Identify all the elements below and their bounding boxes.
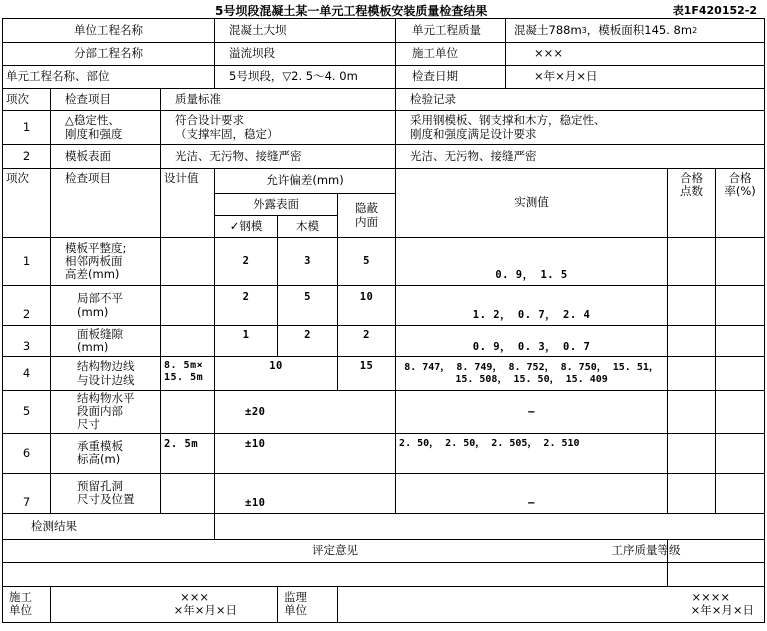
form-header	[0, 1, 767, 19]
m-row-design	[161, 286, 215, 326]
s2-h-no: 项次	[3, 169, 51, 238]
opinion-value	[3, 562, 668, 586]
section2-header-row1	[3, 169, 765, 194]
m-row-hidden: 10	[338, 286, 396, 326]
m-row-design	[161, 391, 215, 434]
opinion-header-row	[3, 539, 765, 562]
m-row-no: 7	[3, 473, 51, 513]
s2-h-pass-rate: 合格 率(%)	[716, 169, 765, 238]
info-row-sub	[3, 43, 765, 66]
m-row-no: 2	[3, 286, 51, 326]
supervision-sign-cell	[338, 586, 765, 622]
m-row-hidden: 15	[338, 357, 396, 391]
opinion-label: 评定意见	[3, 539, 668, 562]
form-code: 表1F420152-2	[672, 4, 757, 17]
m-row-pass-pts	[668, 473, 716, 513]
result-row	[3, 513, 765, 539]
quantity-value: 混凝土788m 3 ，模板面积145. 8m 2	[514, 22, 698, 37]
s2-h-measured: 实测值	[396, 169, 668, 238]
s2-h-exposed: 外露表面	[215, 194, 338, 216]
m-row-pass-rate	[716, 238, 765, 286]
m-row-wood: 2	[278, 326, 338, 357]
signature-row	[3, 586, 765, 622]
m-row-item: 结构物边线 与设计边线	[51, 357, 161, 391]
m-row-no: 6	[3, 433, 51, 473]
m-row-measured: 0. 9， 1. 5	[396, 238, 668, 286]
supervision-sign: ××××	[691, 589, 731, 604]
s1-row-item: 模板表面	[51, 145, 161, 169]
s2-h-pass-pts: 合格 点数	[668, 169, 716, 238]
s1-h-record: 检验记录	[396, 89, 765, 111]
construction-label: 施工 单位	[3, 586, 51, 622]
grade-label: 工序质量等级	[611, 543, 681, 558]
opinion-value-row	[3, 562, 765, 586]
measure-row-2	[3, 286, 765, 326]
quantity-cell	[396, 19, 765, 43]
m-row-allow: ±20	[215, 391, 396, 434]
m-row-steel: 2	[215, 286, 278, 326]
m-row-item: 模板平整度; 相邻两板面 高差(mm)	[51, 238, 161, 286]
info-row-unit	[3, 19, 765, 43]
m-row-measured: 2. 50， 2. 50， 2. 505， 2. 510	[396, 433, 668, 473]
supervision-label: 监理 单位	[278, 586, 338, 622]
s2-h-steel: ✓钢模	[215, 216, 278, 238]
construction-sign-cell	[51, 586, 278, 622]
m-row-item: 局部不平 (mm)	[51, 286, 161, 326]
measure-row-6	[3, 433, 765, 473]
m-row-pass-rate	[716, 357, 765, 391]
sub-project-label: 分部工程名称	[3, 43, 215, 66]
m-row-design	[161, 326, 215, 357]
info-row-element	[3, 66, 765, 89]
date-cell	[396, 66, 765, 89]
m-row-pass-pts	[668, 286, 716, 326]
inspection-table	[2, 18, 765, 623]
m-row-measured: 0. 9， 0. 3， 0. 7	[396, 326, 668, 357]
measure-row-7	[3, 473, 765, 513]
unit-project-label: 单位工程名称	[3, 19, 215, 43]
m-row-allow: ±10	[215, 473, 396, 513]
m-row-measured: 1. 2， 0. 7， 2. 4	[396, 286, 668, 326]
m-row-no: 3	[3, 326, 51, 357]
m-row-design: 2. 5m	[161, 433, 215, 473]
section1-row	[3, 111, 765, 145]
s2-h-allow: 允许偏差(mm)	[215, 169, 396, 194]
measure-row-4	[3, 357, 765, 391]
m-row-measured: –	[396, 391, 668, 434]
grade-value	[668, 562, 765, 586]
m-row-design: 8. 5m× 15. 5m	[161, 357, 215, 391]
m-row-allow: ±10	[215, 433, 396, 473]
grade-label-cell	[611, 539, 765, 562]
unit-project-value: 混凝土大坝	[215, 19, 396, 43]
s2-h-wood: 木模	[278, 216, 338, 238]
form-title: 5号坝段混凝土某一单元工程模板安装质量检查结果	[215, 4, 488, 18]
section1-header	[3, 89, 765, 111]
construction-sign: ×××	[180, 589, 210, 604]
m-row-pass-rate	[716, 391, 765, 434]
date-label: 检查日期	[396, 66, 506, 88]
contractor-value: ×××	[534, 46, 563, 61]
s1-row-no: 1	[3, 111, 51, 145]
s1-row-standard: 符合设计要求 （支撑牢固，稳定）	[161, 111, 396, 145]
s1-row-standard: 光洁、无污物、接缝严密	[161, 145, 396, 169]
s2-h-hidden: 隐蔽 内面	[338, 194, 396, 238]
m-row-item: 面板缝隙 (mm)	[51, 326, 161, 357]
date-value: ×年×月×日	[534, 69, 598, 84]
s1-row-record: 光洁、无污物、接缝严密	[396, 145, 765, 169]
measure-row-1	[3, 238, 765, 286]
m-row-no: 1	[3, 238, 51, 286]
s1-row-item: △稳定性、 刚度和强度	[51, 111, 161, 145]
m-row-measured: –	[396, 473, 668, 513]
m-row-pass-pts	[668, 391, 716, 434]
m-row-pass-rate	[716, 473, 765, 513]
m-row-steel: 1	[215, 326, 278, 357]
element-label: 单元工程名称、部位	[3, 66, 215, 89]
m-row-item: 承重模板 标高(m)	[51, 433, 161, 473]
m-row-pass-rate	[716, 326, 765, 357]
contractor-label: 施工单位	[396, 43, 506, 65]
m-row-pass-rate	[716, 286, 765, 326]
m-row-no: 5	[3, 391, 51, 434]
element-value: 5号坝段，▽2. 5～4. 0m	[215, 66, 396, 89]
measure-row-3	[3, 326, 765, 357]
s2-h-design: 设计值	[161, 169, 215, 238]
m-row-pass-pts	[668, 238, 716, 286]
m-row-item: 结构物水平 段面内部 尺寸	[51, 391, 161, 434]
contractor-cell	[396, 43, 765, 66]
s1-h-item: 检查项目	[51, 89, 161, 111]
s2-h-item: 检查项目	[51, 169, 161, 238]
m-row-wood: 3	[278, 238, 338, 286]
sub-project-value: 溢流坝段	[215, 43, 396, 66]
s1-h-standard: 质量标准	[161, 89, 396, 111]
m-row-hidden: 2	[338, 326, 396, 357]
m-row-pass-rate	[716, 433, 765, 473]
measure-row-5	[3, 391, 765, 434]
m-row-no: 4	[3, 357, 51, 391]
m-row-wood: 5	[278, 286, 338, 326]
m-row-pass-pts	[668, 326, 716, 357]
quantity-label: 单元工程质量	[396, 19, 506, 42]
m-row-design	[161, 238, 215, 286]
m-row-design	[161, 473, 215, 513]
m-row-pass-pts	[668, 433, 716, 473]
m-row-steel: 2	[215, 238, 278, 286]
result-value	[215, 513, 765, 539]
m-row-hidden: 5	[338, 238, 396, 286]
m-row-item: 预留孔洞 尺寸及位置	[51, 473, 161, 513]
supervision-date: ×年×月×日	[690, 603, 755, 618]
construction-date: ×年×月×日	[173, 603, 238, 618]
section1-row	[3, 145, 765, 169]
s1-row-no: 2	[3, 145, 51, 169]
m-row-exposed: 10	[215, 357, 338, 391]
result-label: 检测结果	[3, 513, 215, 539]
s1-h-no: 项次	[3, 89, 51, 111]
s1-row-record: 采用钢模板、钢支撑和木方，稳定性、 刚度和强度满足设计要求	[396, 111, 765, 145]
m-row-pass-pts	[668, 357, 716, 391]
m-row-measured: 8. 747， 8. 749， 8. 752， 8. 750， 15. 51， 15. 508， 15. 50， 15. 409	[396, 357, 668, 391]
